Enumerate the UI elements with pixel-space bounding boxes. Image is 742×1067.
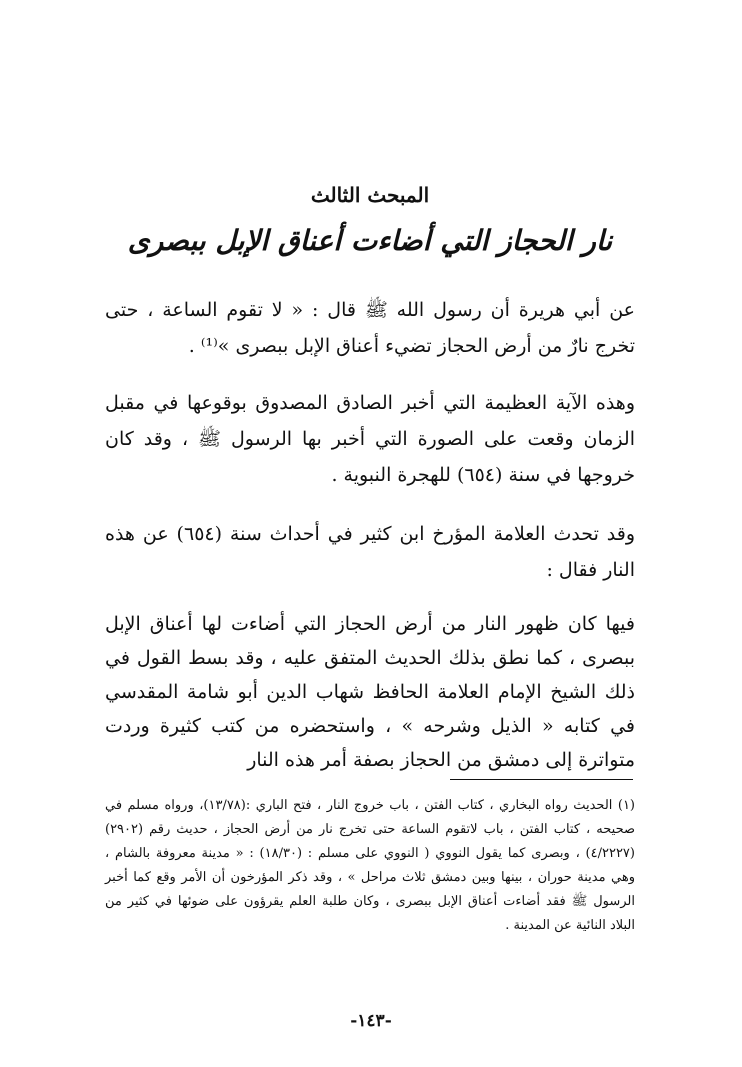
footnote: (١) الحديث رواه البخاري ، كتاب الفتن ، باب خروج النار ، فتح الباري :(١٣/٧٨)، ورواه مسلم في صحيحه ، كتاب الفتن ، باب لاتقوم الساعة حتى تخرج نار من أرض الحجاز ، حديث رقم (٢٩٠٢) (٤/٢٢٢٧) ، وبصرى كما يقول النووي ( النووي على مسلم : (١٨/٣٠) : « مدينة معروفة بالشام ، وهي مدينة حوران ، بينها وبين دمشق ثلاث مراحل » ، وقد ذكر المؤرخون أن الأمر وقع كما أخبر الرسول ﷺ فقد أضاءت أعناق الإبل ببصرى ، وكان طلبة العلم يقرؤون على ضوئها في كثير من البلاد النائية عن المدينة . (105, 798, 635, 933)
page-number: -١٤٣- (350, 1011, 392, 1031)
paragraph-hadith: عن أبي هريرة أن رسول الله ﷺ قال : « لا تقوم الساعة ، حتى تخرج نارٌ من أرض الحجاز تضيء أعناق الإبل ببصرى »⁽¹⁾ . (105, 299, 635, 357)
footnote-divider (450, 779, 633, 780)
paragraph-ibn-kathir: وقد تحدث العلامة المؤرخ ابن كثير في أحداث سنة (٦٥٤) عن هذه النار فقال : (105, 523, 635, 581)
chapter-title: نار الحجاز التي أضاءت أعناق الإبل ببصرى (127, 224, 613, 257)
paragraph-sign: وهذه الآية العظيمة التي أخبر الصادق المصدوق بوقوعها في مقبل الزمان وقعت على الصورة التي أخبر بها الرسول ﷺ ، وقد كان خروجها في سنة (٦٥٤) للهجرة النبوية . (105, 392, 635, 486)
chapter-label: المبحث الثالث (310, 183, 430, 207)
paragraph-quote: فيها كان ظهور النار من أرض الحجاز التي أضاءت لها أعناق الإبل ببصرى ، كما نطق بذلك الحديث المتفق عليه ، وقد بسط القول في ذلك الشيخ الإمام العلامة الحافظ شهاب الدين أبو شامة المقدسي في كتابه « الذيل وشرحه » ، واستحضره من كتب كثيرة وردت متواترة إلى دمشق من الحجاز بصفة أمر هذه النار (105, 613, 635, 771)
